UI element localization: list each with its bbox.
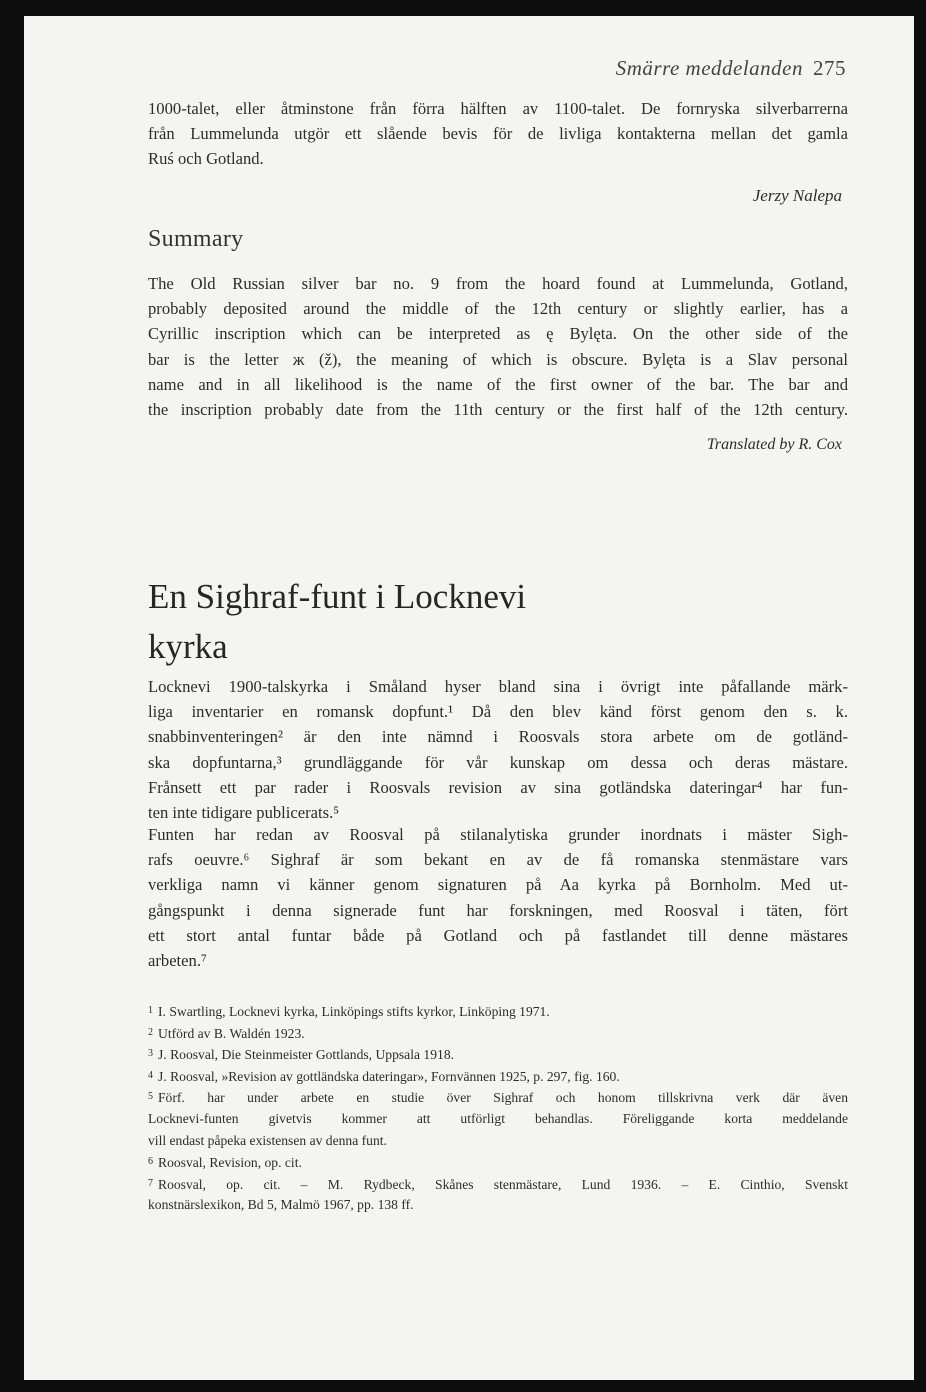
footnote: [148, 1022, 848, 1044]
text-line: probably deposited around the middle of the 12th century or slightly earlier, has a: [148, 299, 848, 319]
article-paragraph-2: [148, 822, 848, 973]
article-title: [148, 572, 668, 672]
translator-credit: Translated by R. Cox: [706, 436, 842, 453]
text-line: snabbinventeringen² är den inte nämnd i Roosvals stora arbete om de gotländ-: [148, 727, 848, 747]
footnote: [148, 1043, 848, 1065]
footnote: [148, 1173, 848, 1216]
text-line: bar is the letter ж (ž), the meaning of which is obscure. Bylęta is a Slav personal: [148, 349, 848, 369]
text-line: Frånsett ett par rader i Roosvals revision av sina gotländska dateringar⁴ har fun-: [148, 777, 848, 797]
footnotes: [148, 1000, 848, 1216]
text-line: name and in all likelihood is the name of the first owner of the bar. The bar and: [148, 374, 848, 394]
footnote-mark: 5: [148, 1091, 153, 1103]
footnote-text: J. Roosval, Die Steinmeister Gottlands, Uppsala 1918.: [158, 1047, 455, 1063]
text-line: ska dopfuntarna,³ grundläggande för vår kunskap om dessa och deras mästare.: [148, 752, 848, 772]
text-line: Locknevi 1900-talskyrka i Småland hyser bland sina i övrigt inte påfallande märk-: [148, 677, 848, 696]
title-line: En Sighraf-funt i Locknevi: [148, 577, 527, 616]
footnote-mark: 2: [148, 1026, 153, 1038]
footnote: [148, 1065, 848, 1087]
article-paragraph-1: [148, 674, 848, 825]
footnote: [148, 1000, 848, 1022]
running-header: [616, 56, 846, 81]
page-number: 275: [813, 56, 846, 80]
summary-paragraph: [148, 271, 848, 422]
footnote-text: J. Roosval, »Revision av gottländska dateringar», Fornvännen 1925, p. 297, fig. 160.: [158, 1068, 620, 1084]
text-line: liga inventarier en romansk dopfunt.¹ Då den blev känd först genom den s. k.: [148, 702, 848, 722]
footnote-mark: 4: [148, 1069, 153, 1081]
text-line: från Lummelunda utgör ett slående bevis för de livliga kontakterna mellan det gamla: [148, 124, 848, 144]
footnote-text: konstnärslexikon, Bd 5, Malmö 1967, pp. 138 ff.: [148, 1197, 414, 1213]
footnote-text: vill endast påpeka existensen av denna funt.: [148, 1132, 387, 1148]
footnote-mark: 7: [148, 1177, 153, 1189]
text-line: gångspunkt i denna signerade funt har forskningen, med Roosval i täten, fört: [148, 900, 848, 920]
text-line: ten inte tidigare publicerats.⁵: [148, 802, 340, 822]
intro-paragraph: [148, 96, 848, 172]
text-line: arbeten.⁷: [148, 950, 207, 970]
footnote: [148, 1151, 848, 1173]
footnote-text: Locknevi-funten givetvis kommer att utförligt behandlas. Föreliggande korta meddelande: [148, 1110, 848, 1126]
title-line: kyrka: [148, 627, 228, 666]
running-title: Smärre meddelanden: [615, 56, 803, 80]
footnote-mark: 3: [148, 1048, 153, 1060]
text-line: the inscription probably date from the 11th century or the first half of the 12th century.: [148, 399, 848, 419]
footnote-text: Roosval, op. cit. – M. Rydbeck, Skånes stenmästare, Lund 1936. – E. Cinthio, Svenskt: [158, 1176, 848, 1192]
text-line: Cyrillic inscription which can be interpreted as ę Bylęta. On the other side of the: [148, 324, 848, 344]
summary-heading: Summary: [148, 226, 244, 252]
text-line: 1000-talet, eller åtminstone från förra hälften av 1100-talet. De fornryska silverbarrerna: [148, 99, 848, 118]
text-line: The Old Russian silver bar no. 9 from the hoard found at Lummelunda, Gotland,: [148, 274, 848, 293]
page: [24, 16, 914, 1380]
footnote: [148, 1086, 848, 1151]
footnote-text: I. Swartling, Locknevi kyrka, Linköpings stifts kyrkor, Linköping 1971.: [158, 1004, 550, 1019]
text-line: rafs oeuvre.⁶ Sighraf är som bekant en av de få romanska stenmästare vars: [148, 850, 848, 870]
footnote-mark: 6: [148, 1156, 153, 1168]
footnote-text: Förf. har under arbete en studie över Sighraf och honom tillskrivna verk där även: [158, 1090, 848, 1106]
author-signature: Jerzy Nalepa: [752, 186, 842, 205]
text-line: ett stort antal funtar både på Gotland och på fastlandet till denne mästares: [148, 925, 848, 945]
footnote-text: Utförd av B. Waldén 1923.: [158, 1025, 305, 1041]
footnote-text: Roosval, Revision, op. cit.: [158, 1155, 302, 1171]
text-line: Funten har redan av Roosval på stilanalytiska grunder inordnats i mäster Sigh-: [148, 825, 848, 844]
text-line: Ruś och Gotland.: [148, 149, 264, 169]
footnote-mark: 1: [148, 1005, 153, 1016]
text-line: verkliga namn vi känner genom signaturen på Aa kyrka på Bornholm. Med ut-: [148, 875, 848, 895]
